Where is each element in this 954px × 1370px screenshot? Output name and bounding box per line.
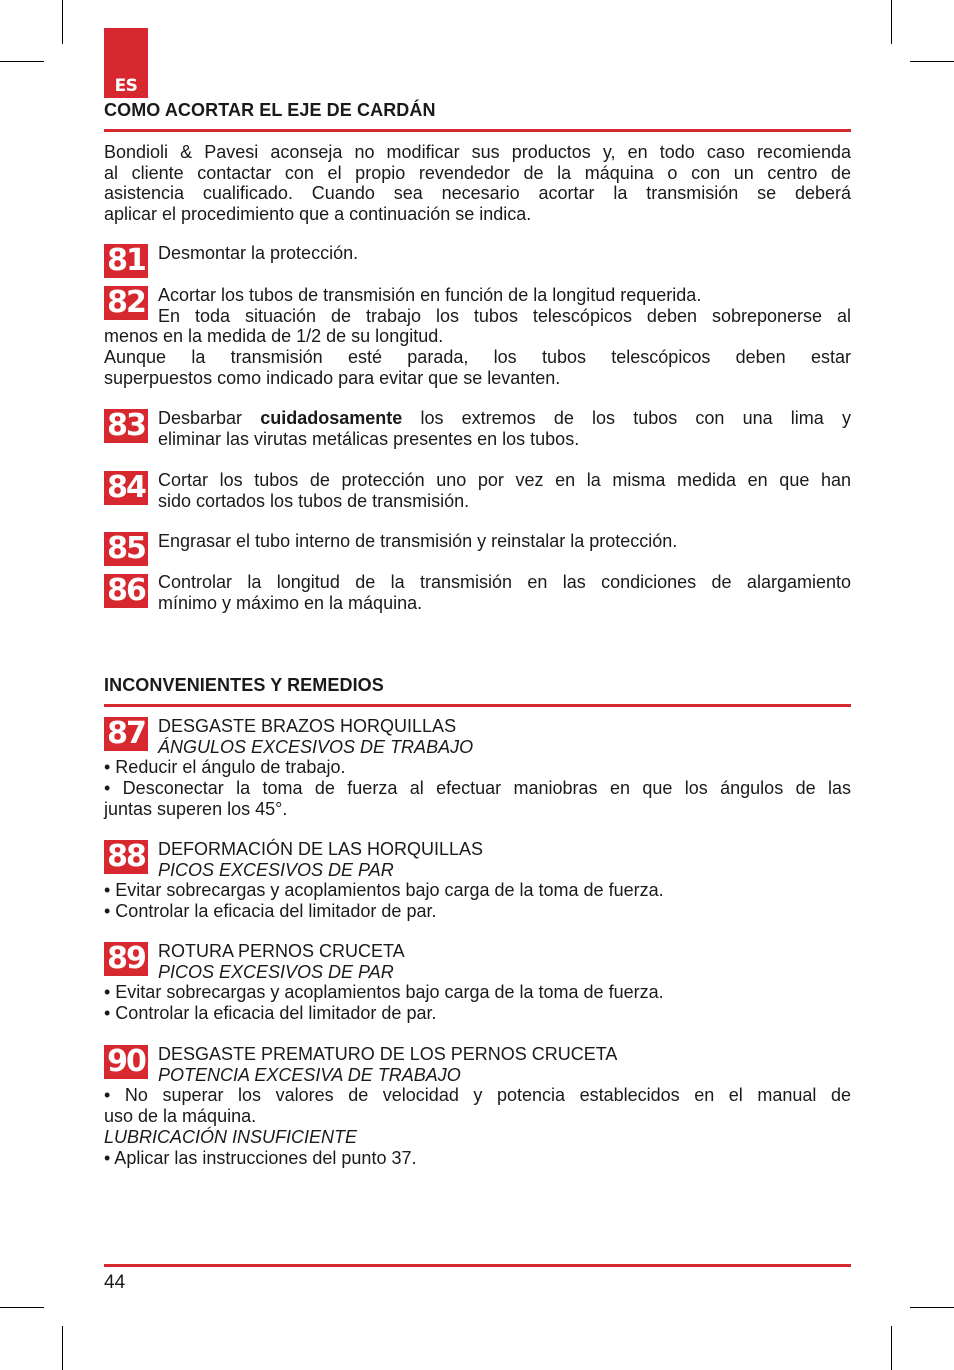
item-number-badge: 88 (104, 840, 148, 874)
text-run: Desbarbar (158, 408, 261, 428)
remedy-line: • Reducir el ángulo de trabajo. (104, 757, 346, 778)
item-number-badge: 89 (104, 942, 148, 976)
text-line (104, 408, 851, 429)
text-line: Controlar la longitud de la transmisión en las condiciones de alargamiento (158, 572, 851, 592)
crop-mark (0, 1307, 44, 1308)
step-number-badge: 86 (104, 574, 148, 608)
step-text (104, 572, 851, 613)
text-line: En toda situación de trabajo los tubos telescópicos deben sobreponerse al (158, 305, 851, 326)
text-line: Acortar los tubos de transmisión en función de la longitud requerida. (158, 285, 702, 305)
problem-text (104, 941, 851, 1024)
crop-mark (910, 61, 954, 62)
item-number-badge: 90 (104, 1045, 148, 1079)
text-line: sido cortados los tubos de transmisión. (158, 490, 470, 511)
language-label: ES (114, 76, 138, 96)
text-run: los extremos de los tubos con una lima y (402, 408, 851, 428)
problem-text (104, 1044, 851, 1168)
text-line: eliminar las virutas metálicas presentes en los tubos. (158, 428, 580, 449)
remedy-line: • Aplicar las instrucciones del punto 37. (104, 1147, 417, 1168)
remedy-line: • Evitar sobrecargas y acoplamientos bajo carga de la toma de fuerza. (104, 982, 664, 1003)
section-heading: COMO ACORTAR EL EJE DE CARDÁN (104, 100, 436, 120)
step-number-badge: 82 (104, 286, 148, 320)
text-line: superpuestos como indicado para evitar que se levanten. (104, 367, 561, 388)
text-line: mínimo y máximo en la máquina. (158, 592, 423, 613)
problem-cause: ÁNGULOS EXCESIVOS DE TRABAJO (158, 736, 474, 757)
step-number-badge: 81 (104, 244, 148, 278)
text-line: Aunque la transmisión esté parada, los tubos telescópicos deben estar (104, 347, 851, 368)
problem-cause: POTENCIA EXCESIVA DE TRABAJO (158, 1064, 461, 1085)
crop-mark (910, 1307, 954, 1308)
text-line: al cliente contactar con el propio revendedor de la máquina o con un centro de (104, 162, 851, 183)
remedy-line: • Controlar la eficacia del limitador de par. (104, 901, 437, 922)
remedy-line: • Desconectar la toma de fuerza al efectuar maniobras en que los ángulos de las (104, 778, 851, 799)
divider (104, 704, 851, 707)
problem-cause: PICOS EXCESIVOS DE PAR (158, 961, 394, 982)
problem-title: ROTURA PERNOS CRUCETA (158, 941, 405, 961)
crop-mark (891, 0, 892, 44)
text-line: Engrasar el tubo interno de transmisión y reinstalar la protección. (158, 531, 678, 551)
intro-paragraph (104, 142, 851, 225)
problem-title: DESGASTE BRAZOS HORQUILLAS (158, 716, 457, 736)
text-line: menos en la medida de 1/2 de su longitud. (104, 326, 444, 347)
problem-title: DEFORMACIÓN DE LAS HORQUILLAS (158, 839, 484, 859)
text-line: Bondioli & Pavesi aconseja no modificar sus productos y, en todo caso recomienda (104, 142, 851, 162)
remedy-line: • Evitar sobrecargas y acoplamientos bajo carga de la toma de fuerza. (104, 880, 664, 901)
crop-mark (62, 0, 63, 44)
divider (104, 129, 851, 132)
problem-text (104, 839, 851, 922)
crop-mark (891, 1326, 892, 1370)
text-line: aplicar el procedimiento que a continuación se indica. (104, 204, 532, 225)
crop-mark (0, 61, 44, 62)
step-text (104, 408, 851, 449)
step-text (104, 243, 851, 264)
text-line: Desmontar la protección. (158, 243, 359, 263)
footer-divider (104, 1264, 851, 1267)
problem-cause: PICOS EXCESIVOS DE PAR (158, 859, 394, 880)
problem-title: DESGASTE PREMATURO DE LOS PERNOS CRUCETA (158, 1044, 618, 1064)
problem-text (104, 716, 851, 820)
section-heading: INCONVENIENTES Y REMEDIOS (104, 675, 384, 695)
remedy-line: • Controlar la eficacia del limitador de par. (104, 1003, 437, 1024)
crop-mark (62, 1326, 63, 1370)
step-text (104, 470, 851, 511)
emphasis-text: cuidadosamente (260, 408, 403, 428)
step-text (104, 531, 851, 552)
remedy-line: uso de la máquina. (104, 1106, 257, 1127)
text-line: Cortar los tubos de protección uno por vez en la misma medida en que han (158, 470, 851, 490)
language-tab (104, 28, 148, 98)
remedy-line: • No superar los valores de velocidad y potencia establecidos en el manual de (104, 1085, 851, 1106)
page-number: 44 (104, 1272, 126, 1293)
step-number-badge: 83 (104, 409, 148, 443)
step-number-badge: 84 (104, 471, 148, 505)
item-number-badge: 87 (104, 717, 148, 751)
problem-cause: LUBRICACIÓN INSUFICIENTE (104, 1126, 358, 1147)
step-number-badge: 85 (104, 532, 148, 566)
text-line: asistencia cualificado. Cuando sea necesario acortar la transmisión se deberá (104, 183, 851, 204)
step-text (104, 285, 851, 389)
remedy-line: juntas superen los 45°. (104, 798, 288, 819)
